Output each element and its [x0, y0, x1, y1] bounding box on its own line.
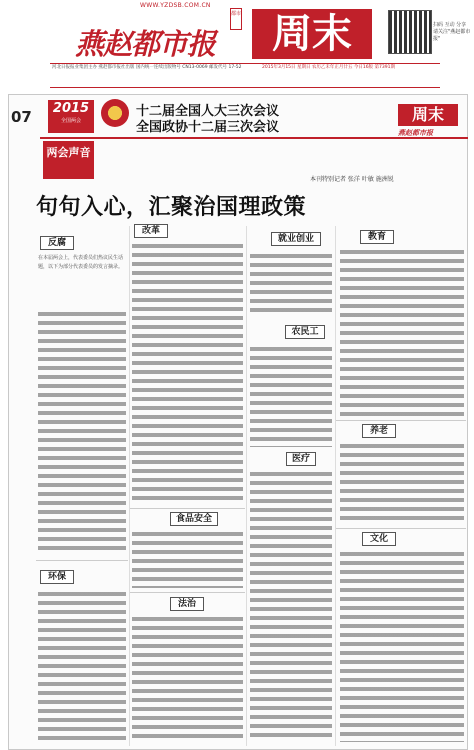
section-label-migrant-workers: 农民工: [285, 325, 325, 339]
section-label-food-safety: 食品安全: [170, 512, 218, 526]
section-label-employment: 就业创业: [271, 232, 321, 246]
article-text-education: [340, 248, 464, 418]
page-header-line1: 十二届全国人大三次会议: [136, 104, 280, 119]
weekend-mark-sub: 燕赵都市报: [398, 129, 433, 137]
issue-info-left: 河北日报报业集团主办 燕赵都市报社出版 国内统一连续出版物号 CN13-0069 邮发代号 17-52: [52, 65, 242, 70]
section-divider: [36, 560, 128, 561]
section-divider: [130, 508, 245, 509]
qr-code: [388, 10, 432, 54]
section-label-rule-of-law: 法治: [170, 597, 204, 611]
section-label-environment: 环保: [40, 570, 74, 584]
article-text-elderly-care: [340, 442, 464, 524]
weekend-supplement-title: 周末: [252, 9, 372, 59]
issue-info-right: 2015年3月15日 星期日 农历乙未年正月廿五 今日16版 第7391期: [262, 65, 395, 70]
newspaper-logo: 燕赵都市报: [75, 27, 216, 61]
article-text-anticorruption: [38, 310, 126, 555]
section-label-reform: 改革: [134, 224, 168, 238]
page-header-line2: 全国政协十二届三次会议: [136, 120, 280, 135]
column-divider: [129, 226, 130, 746]
article-text-medical: [250, 470, 332, 742]
section-label-anticorruption: 反腐: [40, 236, 74, 250]
logo-stamp: 都市: [230, 8, 242, 30]
section-divider: [130, 592, 245, 593]
article-text-food-safety: [132, 530, 243, 588]
year-tag-sub: 全国两会: [60, 118, 81, 124]
page-number: 07: [11, 108, 32, 126]
section-label-medical: 医疗: [286, 452, 316, 466]
header-rule: [40, 137, 468, 139]
article-text-migrant-workers: [250, 345, 332, 447]
qr-caption: 扫码 互动 分享 请关注"燕赵都市报": [433, 22, 471, 42]
section-label-elderly-care: 养老: [362, 424, 396, 438]
article-text-environment: [38, 590, 126, 740]
weekend-mark: 周末: [398, 104, 458, 126]
article-text-employment: [250, 252, 332, 312]
article-text-culture: [340, 550, 464, 742]
year-tag: [48, 100, 94, 133]
column-divider: [335, 226, 336, 746]
section-divider: [336, 420, 466, 421]
section-label-education: 教育: [360, 230, 394, 244]
year-tag-year: 2015: [52, 101, 90, 116]
article-text-rule-of-law: [132, 615, 243, 743]
column-divider: [246, 226, 247, 746]
section-tag: 两会声音: [43, 141, 94, 179]
section-divider: [336, 528, 466, 529]
national-emblem-icon: [101, 99, 129, 127]
page-headline: 句句入心，汇聚治国理政策: [36, 194, 307, 220]
section-label-culture: 文化: [362, 532, 396, 546]
website-url: WWW.YZDSB.COM.CN: [140, 2, 211, 9]
article-intro: 在本届两会上，代表委员们热议民生话题，以下为部分代表委员的发言摘录。: [38, 255, 124, 270]
article-text-reform: [132, 242, 243, 502]
byline: 本刊特别记者 张洋 叶敏 施洲锐: [310, 176, 394, 183]
